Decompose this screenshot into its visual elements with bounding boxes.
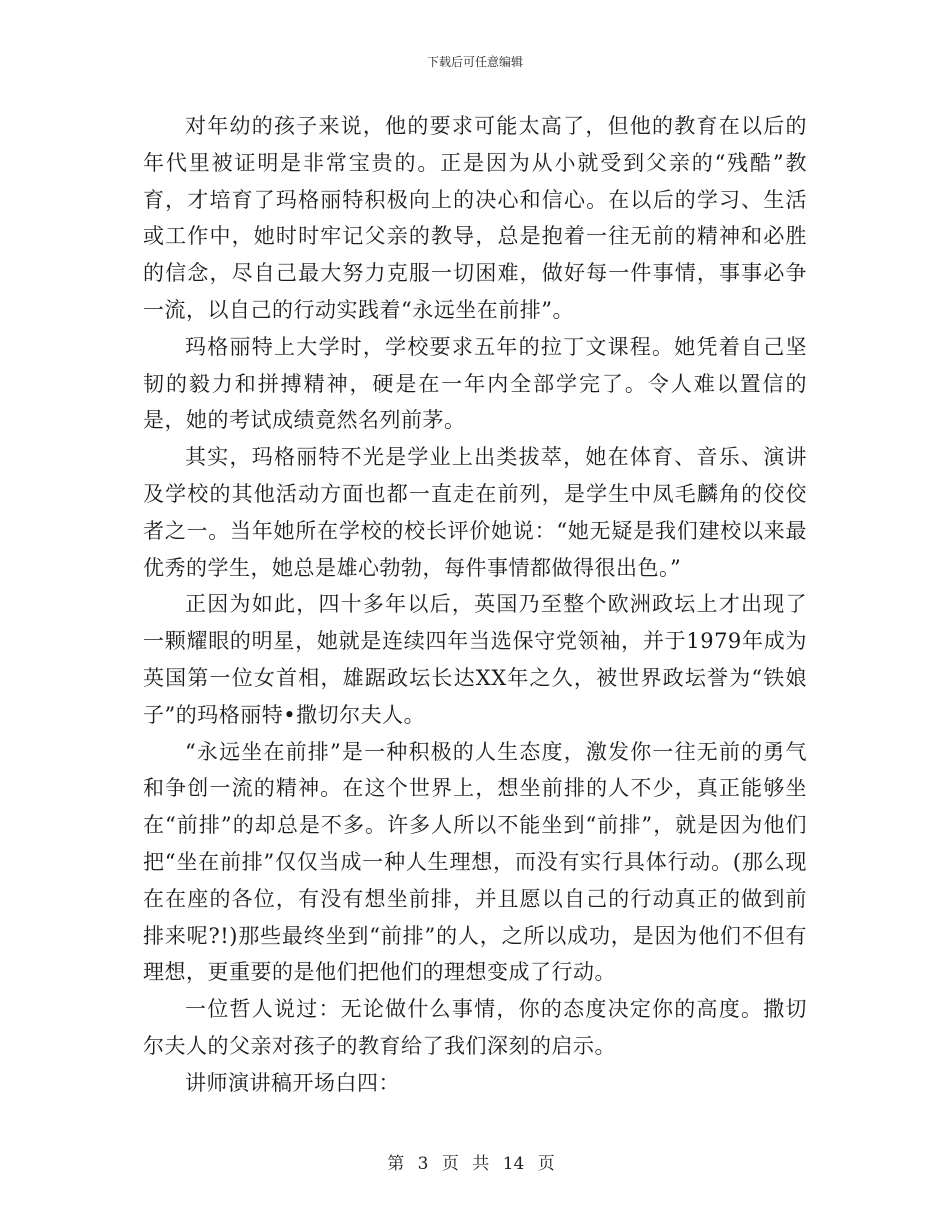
- total-prefix: 共: [472, 1154, 490, 1174]
- current-page-number: 3: [417, 1154, 429, 1174]
- paragraph: 玛格丽特上大学时，学校要求五年的拉丁文课程。她凭着自己坚韧的毅力和拼搏精神，硬是在一年内全部学完了。令人难以置信的是，她的考试成绩竟然名列前茅。: [143, 334, 807, 433]
- paragraph: 一位哲人说过：无论做什么事情，你的态度决定你的高度。撒切尔夫人的父亲对孩子的教育给了我们深刻的启示。: [143, 997, 807, 1058]
- total-pages-number: 14: [502, 1154, 525, 1174]
- header-note: 下载后可任意编辑: [426, 55, 523, 69]
- section-heading: 讲师演讲稿开场白四：: [185, 1070, 400, 1095]
- page-prefix: 第: [387, 1154, 405, 1174]
- paragraph: 对年幼的孩子来说，他的要求可能太高了，但他的教育在以后的年代里被证明是非常宝贵的。正是因为从小就受到父亲的“残酷”教育，才培育了玛格丽特积极向上的决心和信心。在以后的学习、生活或工作中，她时时牢记父亲的教导，总是抱着一往无前的精神和必胜的信念，尽自己最大努力克服一切困难，做好每一件事情，事事必争一流，以自己的行动实践着“永远坐在前排”。: [143, 114, 807, 322]
- paragraph: “永远坐在前排”是一种积极的人生态度，激发你一往无前的勇气和争创一流的精神。在这个世界上，想坐前排的人不少，真正能够坐在“前排”的却总是不多。许多人所以不能坐到“前排”，就是因为他们把“坐在前排”仅仅当成一种人生理想，而没有实行具体行动。(那么现在在座的各位，有没有想坐前排，并且愿以自己的行动真正的做到前排来呢?!)那些最终坐到“前排”的人，之所以成功，是因为他们不但有理想，更重要的是他们把他们的理想变成了行动。: [143, 739, 807, 985]
- page-header: [0, 54, 950, 70]
- total-suffix: 页: [537, 1154, 555, 1174]
- document-body: [143, 108, 807, 1102]
- paragraph: 正因为如此，四十多年以后，英国乃至整个欧洲政坛上才出现了一颗耀眼的明星，她就是连续四年当选保守党领袖，并于1979年成为英国第一位女首相，雄踞政坛长达XX年之久，被世界政坛誉为“铁娘子”的玛格丽特•撒切尔夫人。: [143, 592, 807, 727]
- page-word: 页: [441, 1154, 459, 1174]
- paragraph: 其实，玛格丽特不光是学业上出类拔萃，她在体育、音乐、演讲及学校的其他活动方面也都一直走在前列，是学生中凤毛麟角的佼佼者之一。当年她所在学校的校长评价她说：“她无疑是我们建校以来最优秀的学生，她总是雄心勃勃，每件事情都做得很出色。”: [143, 445, 807, 580]
- page-footer: [0, 1153, 950, 1175]
